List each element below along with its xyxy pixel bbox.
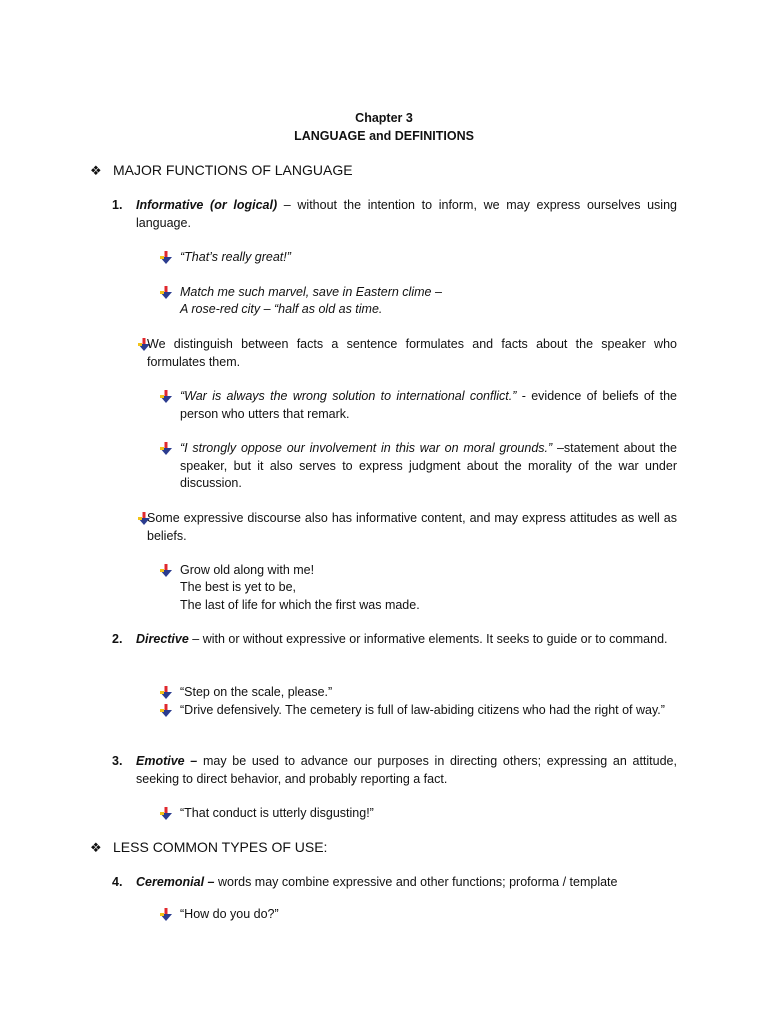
item-number-2: 2. (112, 632, 123, 646)
bullet-text-5-line1: Grow old along with me! (180, 563, 315, 577)
item-3-text: may be used to advance our purposes in directing others; expressing an attitude, seeking to direct behavior, and probably reporting a fact. (136, 754, 677, 786)
diamond-bullet-icon: ❖ (90, 840, 102, 855)
diamond-bullet-icon: ❖ (90, 163, 102, 178)
bullet-text-7: “Drive defensively. The cemetery is full of law-abiding citizens who had the right of way.” (180, 703, 665, 717)
item-1-paragraph (136, 197, 677, 232)
arrow-bullet-icon (159, 686, 173, 700)
bullet-4-quote: “I strongly oppose our involvement in this war on moral grounds.” (180, 441, 553, 455)
paragraph-expressive: Some expressive discourse also has informative content, and may express attitudes as well as beliefs. (147, 511, 677, 543)
item-number-3: 3. (112, 754, 123, 768)
bullet-text-5-line2: The best is yet to be, (180, 580, 297, 594)
arrow-bullet-icon (159, 807, 173, 821)
item-number-4: 4. (112, 875, 123, 889)
item-4-paragraph (136, 874, 677, 892)
arrow-bullet-icon (159, 251, 173, 265)
item-3-lead: Emotive – (136, 754, 198, 768)
item-1-text: – without the intention to inform, we may express ourselves using language. (136, 198, 677, 230)
bullet-text-2-line1: Match me such marvel, save in Eastern clime – (180, 285, 442, 299)
page-title: LANGUAGE and DEFINITIONS (294, 129, 474, 143)
arrow-bullet-icon (159, 390, 173, 404)
item-3-paragraph (136, 753, 677, 788)
bullet-text-8: “That conduct is utterly disgusting!” (180, 806, 374, 820)
bullet-text-3 (180, 388, 677, 423)
item-2-lead: Directive (136, 632, 189, 646)
bullet-text-2-line2: A rose-red city – “half as old as time. (180, 302, 383, 316)
item-2-paragraph (136, 631, 677, 649)
item-2-text: – with or without expressive or informative elements. It seeks to guide or to command. (188, 632, 668, 646)
item-4-lead: Ceremonial – (136, 875, 215, 889)
chapter-label: Chapter 3 (355, 111, 413, 125)
section-heading-less-common: LESS COMMON TYPES OF USE: (113, 839, 328, 855)
item-number-1: 1. (112, 198, 123, 212)
arrow-bullet-icon (159, 908, 173, 922)
bullet-text-9: “How do you do?” (180, 907, 279, 921)
arrow-bullet-icon (159, 286, 173, 300)
bullet-text-5-line3: The last of life for which the first was made. (180, 598, 420, 612)
arrow-bullet-icon (159, 704, 173, 718)
bullet-text-6: “Step on the scale, please.” (180, 685, 333, 699)
item-4-text: words may combine expressive and other functions; proforma / template (214, 875, 618, 889)
item-1-lead: Informative (or logical) (136, 198, 278, 212)
paragraph-facts: We distinguish between facts a sentence formulates and facts about the speaker who formulates them. (147, 337, 677, 369)
section-heading-major-functions: MAJOR FUNCTIONS OF LANGUAGE (113, 162, 353, 178)
bullet-3-quote: “War is always the wrong solution to international conflict.” (180, 389, 517, 403)
arrow-bullet-icon (159, 564, 173, 578)
bullet-3-rest: - evidence of beliefs of the person who utters that remark. (180, 389, 677, 421)
bullet-text-1: “That’s really great!” (180, 250, 291, 264)
arrow-bullet-icon (159, 442, 173, 456)
bullet-text-4 (180, 440, 677, 493)
bullet-4-rest: –statement about the speaker, but it also serves to express judgment about the morality of the war under discussion. (180, 441, 677, 491)
